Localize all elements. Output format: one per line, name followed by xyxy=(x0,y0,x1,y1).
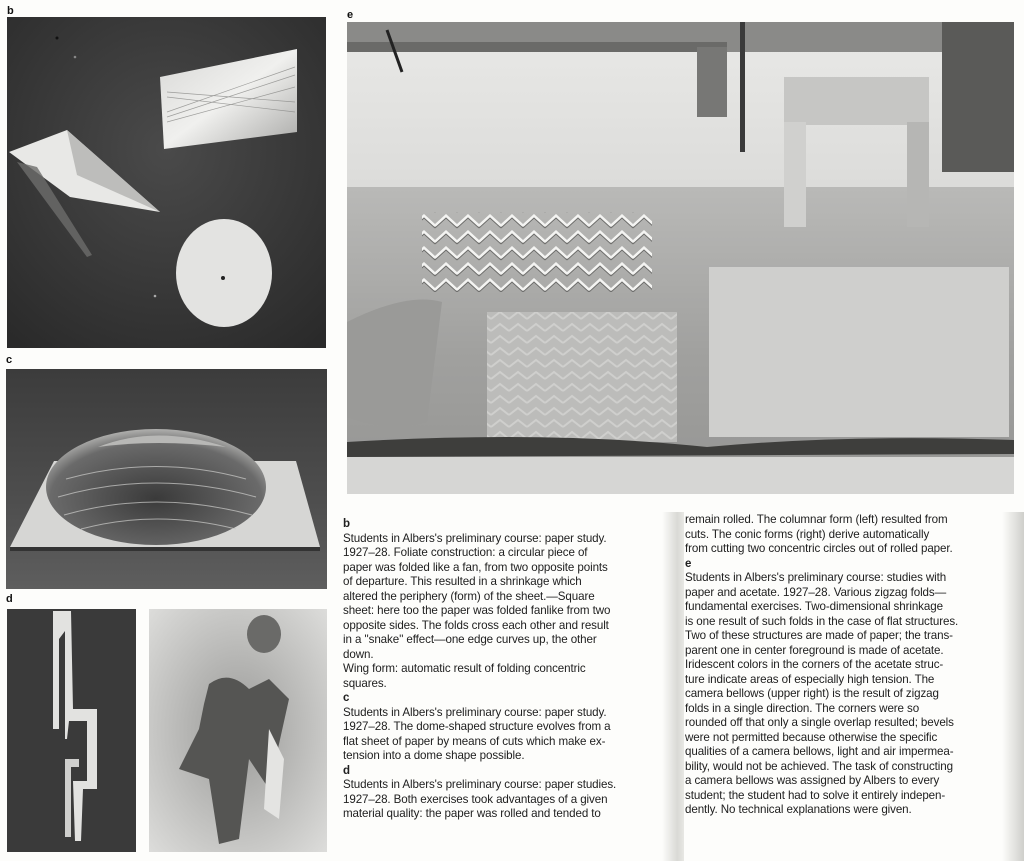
conic-form-left xyxy=(347,300,442,427)
caption-line: Students in Albers's preliminary course: paper studies. xyxy=(343,778,617,791)
caption-line: 1927–28. Both exercises took advantages of a given xyxy=(343,792,608,806)
caption-column-left xyxy=(343,517,681,822)
caption-line: flat sheet of paper by means of cuts which make ex- xyxy=(343,734,606,748)
photo-e-zigzag-folds xyxy=(347,22,1014,494)
cone-top-shape xyxy=(247,615,281,653)
caption-line: tension into a dome shape possible. xyxy=(343,749,525,762)
photo-d-conic-forms xyxy=(149,609,327,852)
caption-line: Students in Albers's preliminary course: studies with xyxy=(685,571,947,584)
caption-line: is one result of such folds in the case of flat structures. xyxy=(685,614,959,628)
caption-line: squares. xyxy=(343,676,387,690)
circular-foliate-shape xyxy=(176,219,272,327)
photo-c-dome-structure xyxy=(6,369,327,589)
caption-c-text xyxy=(343,706,681,764)
caption-d-text-part2 xyxy=(685,513,1021,557)
photo-d-columnar-form xyxy=(7,609,136,852)
caption-line: dently. No technical explanations were given. xyxy=(685,803,912,816)
caption-line: student; the student had to solve it entirely indepen- xyxy=(685,788,946,802)
caption-line: were not permitted because otherwise the specific xyxy=(685,730,938,744)
caption-c-label: c xyxy=(343,692,350,704)
dome-shape xyxy=(46,429,266,545)
caption-column-right xyxy=(685,513,1021,818)
caption-line: cuts. The conic forms (right) derive automatically xyxy=(685,527,930,541)
caption-line: Wing form: automatic result of folding concentric xyxy=(343,662,586,675)
caption-line: Two of these structures are made of paper; the trans- xyxy=(685,629,953,642)
caption-line: altered the periphery (form) of the sheet.—Square xyxy=(343,589,595,603)
caption-line: folds in a single direction. The corners were so xyxy=(685,701,920,715)
caption-line: bility, would not be achieved. The task of constructing xyxy=(685,759,953,773)
caption-b-label: b xyxy=(343,518,350,530)
panel-label-e: e xyxy=(347,9,354,21)
caption-line: down. xyxy=(343,647,374,661)
caption-line: rounded off that only a single overlap resulted; bevels xyxy=(685,716,954,729)
paper-zigzag-top-left xyxy=(422,212,652,292)
caption-line: Iridescent colors in the corners of the acetate struc- xyxy=(685,658,944,671)
caption-b-text xyxy=(343,532,681,692)
caption-line: opposite sides. The folds cross each other and result xyxy=(343,618,609,632)
caption-e-label: e xyxy=(685,557,692,570)
caption-line: 1927–28. Foliate construction: a circular piece of xyxy=(343,546,588,559)
caption-line: Students in Albers's preliminary course: paper study. xyxy=(343,531,607,545)
caption-line: from cutting two concentric circles out of rolled paper. xyxy=(685,542,953,555)
caption-line: Students in Albers's preliminary course: paper study. xyxy=(343,705,607,719)
caption-line: camera bellows (upper right) is the result of zigzag xyxy=(685,687,939,700)
panel-label-c: c xyxy=(6,354,13,366)
caption-line: ture indicate areas of especially high tension. The xyxy=(685,672,935,686)
caption-line: paper and acetate. 1927–28. Various zigzag folds— xyxy=(685,585,947,599)
caption-line: remain rolled. The columnar form (left) resulted from xyxy=(685,513,948,526)
caption-line: material quality: the paper was rolled and tended to xyxy=(343,807,601,820)
caption-d-label: d xyxy=(343,764,350,777)
caption-line: fundamental exercises. Two-dimensional shrinkage xyxy=(685,600,943,613)
caption-e-text xyxy=(685,571,1021,818)
caption-line: parent one in center foreground is made of acetate. xyxy=(685,643,944,657)
caption-line: a camera bellows was assigned by Albers to every xyxy=(685,774,940,787)
photo-b-paper-studies xyxy=(7,17,326,348)
caption-line: 1927–28. The dome-shaped structure evolves from a xyxy=(343,720,611,733)
caption-d-text-part1 xyxy=(343,778,681,822)
panel-label-b: b xyxy=(7,5,14,17)
panel-label-d: d xyxy=(6,593,13,605)
caption-line: sheet: here too the paper was folded fanlike from two xyxy=(343,604,611,617)
caption-line: of departure. This resulted in a shrinkage which xyxy=(343,575,582,588)
caption-line: qualities of a camera bellows, light and air impermea- xyxy=(685,745,954,758)
caption-line: in a ''snake'' effect—one edge curves up, the other xyxy=(343,633,597,646)
caption-line: paper was folded like a fan, from two opposite points xyxy=(343,560,608,574)
